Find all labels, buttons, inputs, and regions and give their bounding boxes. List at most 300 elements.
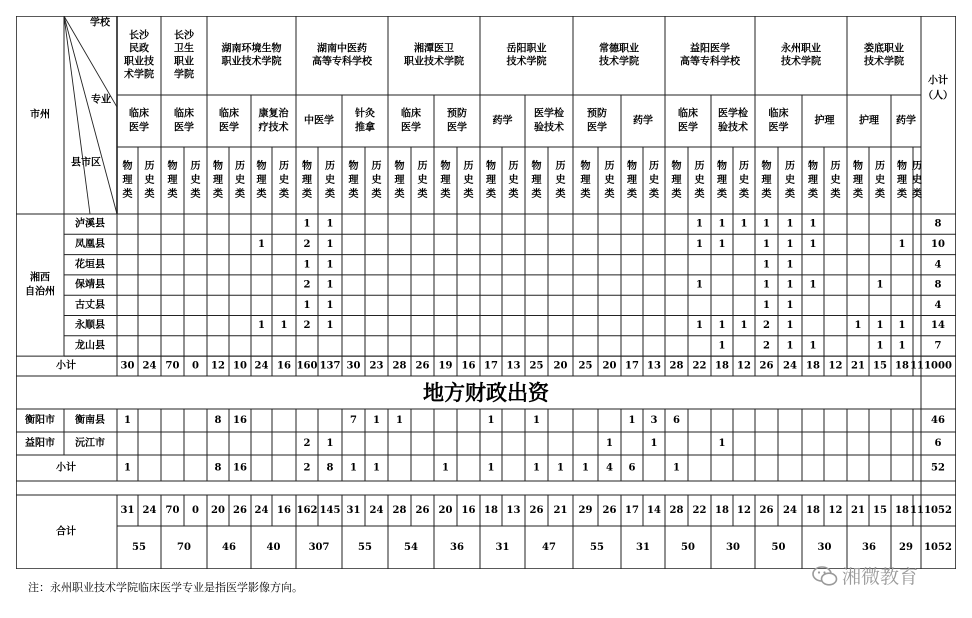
- data-cell: 2: [763, 320, 770, 332]
- subtotal-cell: 18: [806, 360, 820, 372]
- subtotal-cell: 1: [533, 462, 540, 474]
- grand-total-cell: 14: [647, 505, 661, 516]
- subtotal-cell: 24: [254, 360, 269, 372]
- physics-subcol: 物: [486, 161, 496, 172]
- subtotal-cell: 24: [142, 360, 157, 372]
- data-cell: 1: [763, 259, 770, 271]
- history-subcol: 历: [235, 161, 245, 172]
- major-sum-cell: 70: [177, 542, 191, 553]
- subtotal-cell: 18: [895, 360, 909, 372]
- grand-total-cell: 26: [759, 505, 774, 516]
- physics-subcol: 类: [167, 189, 178, 200]
- grand-total-cell: 26: [602, 505, 617, 516]
- history-subcol: 史: [912, 175, 922, 186]
- data-cell: 1: [786, 279, 794, 291]
- history-subcol: 类: [875, 189, 885, 200]
- history-subcol: 史: [649, 175, 659, 186]
- school-name: 技术学院: [781, 56, 821, 68]
- data-cell: 1: [809, 279, 817, 291]
- physics-subcol: 物: [671, 161, 682, 172]
- major-sum-cell: 30: [726, 542, 740, 553]
- physics-subcol: 物: [531, 161, 542, 172]
- major-sum-cell: 55: [358, 542, 372, 553]
- physics-subcol: 类: [122, 189, 133, 200]
- data-cell: 1: [124, 415, 131, 426]
- history-subcol: 史: [279, 175, 289, 186]
- data-cell: 1: [740, 320, 748, 332]
- physics-subcol: 物: [717, 161, 727, 172]
- physics-subcol: 理: [348, 175, 359, 186]
- subtotal-cell: 26: [415, 360, 430, 372]
- row-total: 14: [931, 320, 945, 332]
- data-cell: 1: [786, 320, 794, 332]
- history-subcol: 历: [912, 161, 922, 172]
- major-name: 医学: [174, 122, 194, 134]
- history-subcol: 历: [875, 161, 885, 172]
- major-label: 专业: [91, 94, 111, 106]
- data-cell: 1: [650, 438, 658, 449]
- subtotal-cell: 4: [606, 462, 613, 474]
- watermark-text: 湘微教育: [842, 566, 919, 588]
- county-name: 永顺县: [75, 320, 105, 332]
- major-name: 医学检: [534, 108, 564, 120]
- subtotal-cell: 8: [214, 462, 222, 474]
- history-subcol: 历: [694, 161, 705, 172]
- subtotal-cell: 12: [737, 360, 751, 372]
- major-sum-cell: 36: [450, 542, 464, 553]
- physics-subcol: 理: [808, 175, 818, 186]
- data-cell: 1: [786, 238, 794, 250]
- history-subcol: 类: [555, 189, 566, 200]
- data-cell: 1: [786, 259, 794, 271]
- major-name: 临床: [401, 108, 421, 120]
- subtotal-cell: 25: [529, 360, 544, 372]
- major-name: 临床: [129, 108, 149, 120]
- history-subcol: 类: [463, 189, 474, 200]
- data-cell: 1: [740, 218, 748, 230]
- history-subcol: 史: [325, 175, 335, 186]
- data-cell: 1: [696, 320, 703, 332]
- data-cell: 1: [786, 299, 794, 311]
- subtotal-cell: 1: [124, 462, 131, 474]
- physics-subcol: 物: [167, 161, 178, 172]
- watermark: [812, 562, 918, 589]
- county-name: 凤凰县: [75, 238, 105, 250]
- history-subcol: 史: [785, 175, 795, 186]
- major-name: 医学: [129, 122, 149, 134]
- data-cell: 1: [326, 320, 334, 332]
- school-name: 技术学院: [599, 56, 639, 68]
- county-name: 保靖县: [75, 279, 105, 291]
- history-subcol: 史: [694, 175, 705, 186]
- history-subcol: 史: [508, 175, 519, 186]
- major-sum-cell: 50: [681, 542, 695, 553]
- city-xiangxi: 自治州: [25, 286, 55, 298]
- major-sum-cell: 55: [590, 542, 604, 553]
- data-cell: 1: [763, 238, 770, 250]
- history-subcol: 类: [649, 189, 659, 200]
- history-subcol: 类: [912, 189, 922, 200]
- city-name: 衡阳市: [25, 415, 55, 426]
- subtotal-cell: 21: [851, 360, 865, 372]
- major-name: 中医学: [304, 115, 334, 127]
- school-name: 民政: [129, 43, 149, 55]
- data-cell: 3: [650, 415, 658, 426]
- data-cell: 2: [303, 320, 311, 332]
- subtotal-cell: 12: [211, 360, 225, 372]
- row-total: 10: [931, 238, 945, 250]
- row-total: 8: [934, 218, 942, 230]
- data-cell: 1: [876, 320, 884, 332]
- history-subcol: 类: [279, 189, 289, 200]
- data-cell: 1: [533, 415, 540, 426]
- data-cell: 1: [718, 218, 726, 230]
- physics-subcol: 理: [627, 175, 637, 186]
- subtotal-cell: 1: [442, 462, 449, 474]
- major-name: 预防: [587, 108, 607, 120]
- header-diagonal: [64, 16, 117, 214]
- subtotal-label: 小计: [56, 360, 76, 372]
- subtotal-cell: 2: [303, 462, 311, 474]
- county-name: 龙山县: [75, 340, 105, 352]
- subtotal-cell: 1: [557, 462, 564, 474]
- physics-subcol: 物: [808, 161, 818, 172]
- grand-total-cell: 18: [715, 505, 729, 516]
- subtotal-cell: 1: [350, 462, 357, 474]
- data-cell: 1: [696, 279, 703, 291]
- subtotal-cell: 137: [319, 360, 341, 372]
- major-name: 临床: [174, 108, 194, 120]
- school-name: 技术学院: [864, 56, 904, 68]
- major-sum-cell: 307: [308, 542, 330, 553]
- history-subcol: 历: [785, 161, 795, 172]
- row-total: 4: [934, 259, 942, 271]
- data-cell: 1: [326, 218, 334, 230]
- subtotal-cell: 20: [602, 360, 617, 372]
- row-total: 8: [934, 279, 942, 291]
- history-subcol: 类: [235, 189, 245, 200]
- grand-total-cell: 29: [578, 505, 593, 516]
- school-name: 职业: [174, 56, 194, 68]
- data-cell: 1: [606, 438, 613, 449]
- major-name: 医学: [401, 122, 421, 134]
- data-cell: 1: [396, 415, 403, 426]
- physics-subcol: 理: [531, 175, 542, 186]
- data-cell: 1: [326, 299, 334, 311]
- history-subcol: 类: [604, 189, 615, 200]
- subtotal-cell: 13: [647, 360, 661, 372]
- major-name: 医学检: [718, 108, 748, 120]
- school-name: 技术学院: [506, 56, 547, 68]
- physics-subcol: 理: [394, 175, 405, 186]
- grand-total-cell: 70: [165, 505, 180, 516]
- major-sum-cell: 54: [404, 542, 418, 553]
- data-cell: 7: [350, 415, 357, 426]
- physics-subcol: 类: [348, 189, 359, 200]
- history-subcol: 史: [875, 175, 885, 186]
- physics-subcol: 物: [348, 161, 359, 172]
- data-cell: 1: [786, 218, 794, 230]
- subtotal-cell: 16: [461, 360, 476, 372]
- data-cell: 1: [898, 320, 906, 332]
- data-cell: 1: [628, 415, 636, 426]
- data-cell: 1: [854, 320, 862, 332]
- data-cell: 1: [718, 340, 726, 352]
- subtotal-cell: 160: [296, 360, 318, 372]
- major-sum-cell: 29: [899, 542, 913, 553]
- data-cell: 6: [673, 415, 680, 426]
- history-subcol: 类: [190, 189, 201, 200]
- grand-total-cell: 28: [392, 505, 407, 516]
- school-name: 高等专科学校: [680, 56, 740, 68]
- physics-subcol: 理: [122, 175, 133, 186]
- subtotal-cell: 6: [628, 462, 636, 474]
- major-name: 临床: [219, 108, 239, 120]
- data-cell: 1: [763, 279, 770, 291]
- major-name: 推拿: [355, 122, 375, 134]
- physics-subcol: 物: [256, 161, 267, 172]
- physics-subcol: 物: [580, 161, 591, 172]
- grand-total-cell: 18: [484, 505, 498, 516]
- history-subcol: 类: [785, 189, 795, 200]
- grand-total-cell: 18: [895, 505, 909, 516]
- physics-subcol: 类: [761, 189, 772, 200]
- physics-subcol: 物: [394, 161, 405, 172]
- history-subcol: 历: [555, 161, 566, 172]
- data-cell: 1: [326, 259, 334, 271]
- physics-subcol: 类: [808, 189, 818, 200]
- physics-subcol: 理: [853, 175, 863, 186]
- grand-total-cell: 26: [529, 505, 544, 516]
- data-cell: 1: [696, 238, 703, 250]
- data-cell: 1: [487, 415, 495, 426]
- subtotal-cell: 22: [692, 360, 707, 372]
- grand-total-cell: 11: [910, 505, 924, 516]
- grand-total-cell: 24: [369, 505, 384, 516]
- history-subcol: 史: [555, 175, 566, 186]
- grand-total: 1052: [924, 505, 952, 516]
- subtotal-cell: 20: [553, 360, 568, 372]
- physics-subcol: 理: [302, 175, 312, 186]
- history-subcol: 史: [144, 175, 155, 186]
- physics-subcol: 物: [213, 161, 223, 172]
- major-name: 临床: [678, 108, 698, 120]
- physics-subcol: 类: [627, 189, 637, 200]
- history-subcol: 史: [604, 175, 615, 186]
- subtotal-cell: 70: [165, 360, 180, 372]
- grand-total-label: 合计: [56, 526, 76, 538]
- subtotal-cell: 15: [873, 360, 887, 372]
- data-cell: 1: [718, 238, 726, 250]
- grand-total-cell: 13: [506, 505, 521, 516]
- physics-subcol: 类: [486, 189, 496, 200]
- physics-subcol: 理: [761, 175, 772, 186]
- physics-subcol: 类: [671, 189, 682, 200]
- school-name: 永州职业: [781, 43, 821, 55]
- history-subcol: 类: [830, 189, 841, 200]
- data-cell: 2: [763, 340, 770, 352]
- grand-total-cell: 162: [296, 505, 318, 516]
- physics-subcol: 理: [440, 175, 451, 186]
- major-name: 验技术: [718, 122, 748, 134]
- physics-subcol: 物: [627, 161, 637, 172]
- major-sum-cell: 40: [266, 542, 281, 553]
- major-name: 康复治: [258, 108, 289, 120]
- grand-total-cell: 26: [415, 505, 430, 516]
- school-name: 职业技: [124, 56, 154, 68]
- physics-subcol: 类: [213, 189, 223, 200]
- major-name: 医学: [219, 122, 239, 134]
- data-cell: 1: [876, 279, 884, 291]
- physics-subcol: 物: [440, 161, 451, 172]
- county-label: 县市区: [71, 157, 101, 169]
- county-name: 花垣县: [75, 259, 105, 271]
- grand-total-cell: 31: [346, 505, 361, 516]
- subtotal-cell: 19: [438, 360, 453, 372]
- major-name: 医学: [678, 122, 698, 134]
- school-name: 岳阳职业: [506, 43, 547, 55]
- major-sum-cell: 47: [542, 542, 556, 553]
- physics-subcol: 物: [897, 161, 907, 172]
- data-cell: 16: [233, 415, 247, 426]
- subtotal-cell: 17: [625, 360, 639, 372]
- history-subcol: 类: [144, 189, 155, 200]
- physics-subcol: 类: [394, 189, 405, 200]
- data-cell: 1: [258, 238, 265, 250]
- grand-total-cell: 18: [806, 505, 820, 516]
- grand-total-cell: 145: [319, 505, 341, 516]
- history-subcol: 史: [830, 175, 841, 186]
- subtotal-cell: 0: [192, 360, 199, 372]
- history-subcol: 历: [417, 161, 428, 172]
- county-name: 沅江市: [75, 438, 105, 449]
- physics-subcol: 类: [440, 189, 451, 200]
- school-name: 益阳医学: [690, 43, 730, 55]
- data-cell: 1: [809, 340, 817, 352]
- subtotal-cell: 24: [783, 360, 797, 372]
- history-subcol: 类: [325, 189, 335, 200]
- history-subcol: 历: [371, 161, 382, 172]
- data-cell: 1: [258, 320, 265, 332]
- physics-subcol: 类: [256, 189, 267, 200]
- subtotal-total: 52: [931, 462, 945, 474]
- major-name: 药学: [633, 115, 653, 127]
- history-subcol: 历: [325, 161, 335, 172]
- physics-subcol: 理: [671, 175, 682, 186]
- physics-subcol: 理: [167, 175, 178, 186]
- history-subcol: 史: [739, 175, 749, 186]
- data-cell: 1: [326, 438, 334, 449]
- school-label: 学校: [90, 17, 110, 29]
- grand-total-cell: 26: [233, 505, 247, 516]
- subtotal-cell: 10: [233, 360, 247, 372]
- data-cell: 1: [809, 218, 817, 230]
- data-cell: 1: [303, 259, 311, 271]
- data-cell: 1: [696, 218, 703, 230]
- history-subcol: 史: [463, 175, 474, 186]
- grand-total-cell: 17: [625, 505, 639, 516]
- school-name: 学院: [174, 69, 194, 81]
- history-subcol: 历: [508, 161, 519, 172]
- history-subcol: 史: [371, 175, 382, 186]
- data-cell: 1: [898, 340, 906, 352]
- physics-subcol: 类: [897, 189, 907, 200]
- data-cell: 1: [303, 299, 311, 311]
- subtotal-label: 小计: [56, 462, 76, 474]
- major-name: 药学: [896, 115, 916, 127]
- subtotal-cell: 16: [233, 462, 247, 474]
- major-name: 护理: [859, 115, 879, 127]
- wechat-icon: [812, 565, 838, 587]
- major-name: 药学: [492, 115, 513, 127]
- data-cell: 1: [876, 340, 884, 352]
- data-cell: 1: [763, 299, 770, 311]
- subtotal-cell: 1: [673, 462, 680, 474]
- history-subcol: 历: [463, 161, 474, 172]
- subtotal-cell: 28: [392, 360, 407, 372]
- data-cell: 1: [326, 238, 334, 250]
- header-diagonal: [64, 16, 117, 107]
- enrollment-table: [16, 16, 956, 569]
- row-total: 4: [934, 299, 942, 311]
- subtotal-header: 小计: [928, 75, 948, 87]
- grand-total-cell: 24: [142, 505, 157, 516]
- physics-subcol: 类: [853, 189, 863, 200]
- history-subcol: 史: [235, 175, 245, 186]
- subtotal-cell: 13: [506, 360, 521, 372]
- data-cell: 8: [214, 415, 222, 426]
- data-cell: 1: [718, 438, 726, 449]
- county-name: 古丈县: [75, 299, 105, 311]
- county-name: 衡南县: [75, 415, 105, 426]
- major-name: 验技术: [534, 122, 564, 134]
- grand-total-cell: 21: [851, 505, 865, 516]
- school-name: 湖南环境生物: [221, 43, 282, 55]
- data-cell: 2: [303, 279, 311, 291]
- major-sum-cell: 55: [132, 542, 146, 553]
- county-name: 泸溪县: [75, 218, 105, 230]
- subtotal-cell: 12: [828, 360, 843, 372]
- subtotal-total: 1000: [924, 360, 952, 372]
- grand-total-cell: 12: [737, 505, 751, 516]
- physics-subcol: 理: [580, 175, 591, 186]
- physics-subcol: 理: [213, 175, 223, 186]
- subtotal-cell: 30: [120, 360, 135, 372]
- data-cell: 1: [809, 238, 817, 250]
- physics-subcol: 理: [256, 175, 267, 186]
- physics-subcol: 理: [486, 175, 496, 186]
- subtotal-cell: 8: [326, 462, 334, 474]
- data-cell: 1: [763, 218, 770, 230]
- grand-total-cell: 15: [873, 505, 887, 516]
- history-subcol: 类: [694, 189, 705, 200]
- school-name: 职业技术学院: [404, 56, 464, 68]
- history-subcol: 历: [279, 161, 289, 172]
- physics-subcol: 理: [897, 175, 907, 186]
- data-cell: 1: [718, 320, 726, 332]
- major-sum-cell: 46: [222, 542, 236, 553]
- grand-total-cell: 21: [553, 505, 568, 516]
- major-name: 疗技术: [258, 122, 289, 134]
- history-subcol: 史: [417, 175, 428, 186]
- school-name: 术学院: [124, 69, 154, 81]
- major-sum-total: 1052: [924, 542, 952, 553]
- subtotal-cell: 1: [373, 462, 380, 474]
- history-subcol: 类: [508, 189, 519, 200]
- major-name: 医学: [587, 122, 607, 134]
- school-name: 娄底职业: [864, 43, 904, 55]
- major-sum-cell: 31: [636, 542, 650, 553]
